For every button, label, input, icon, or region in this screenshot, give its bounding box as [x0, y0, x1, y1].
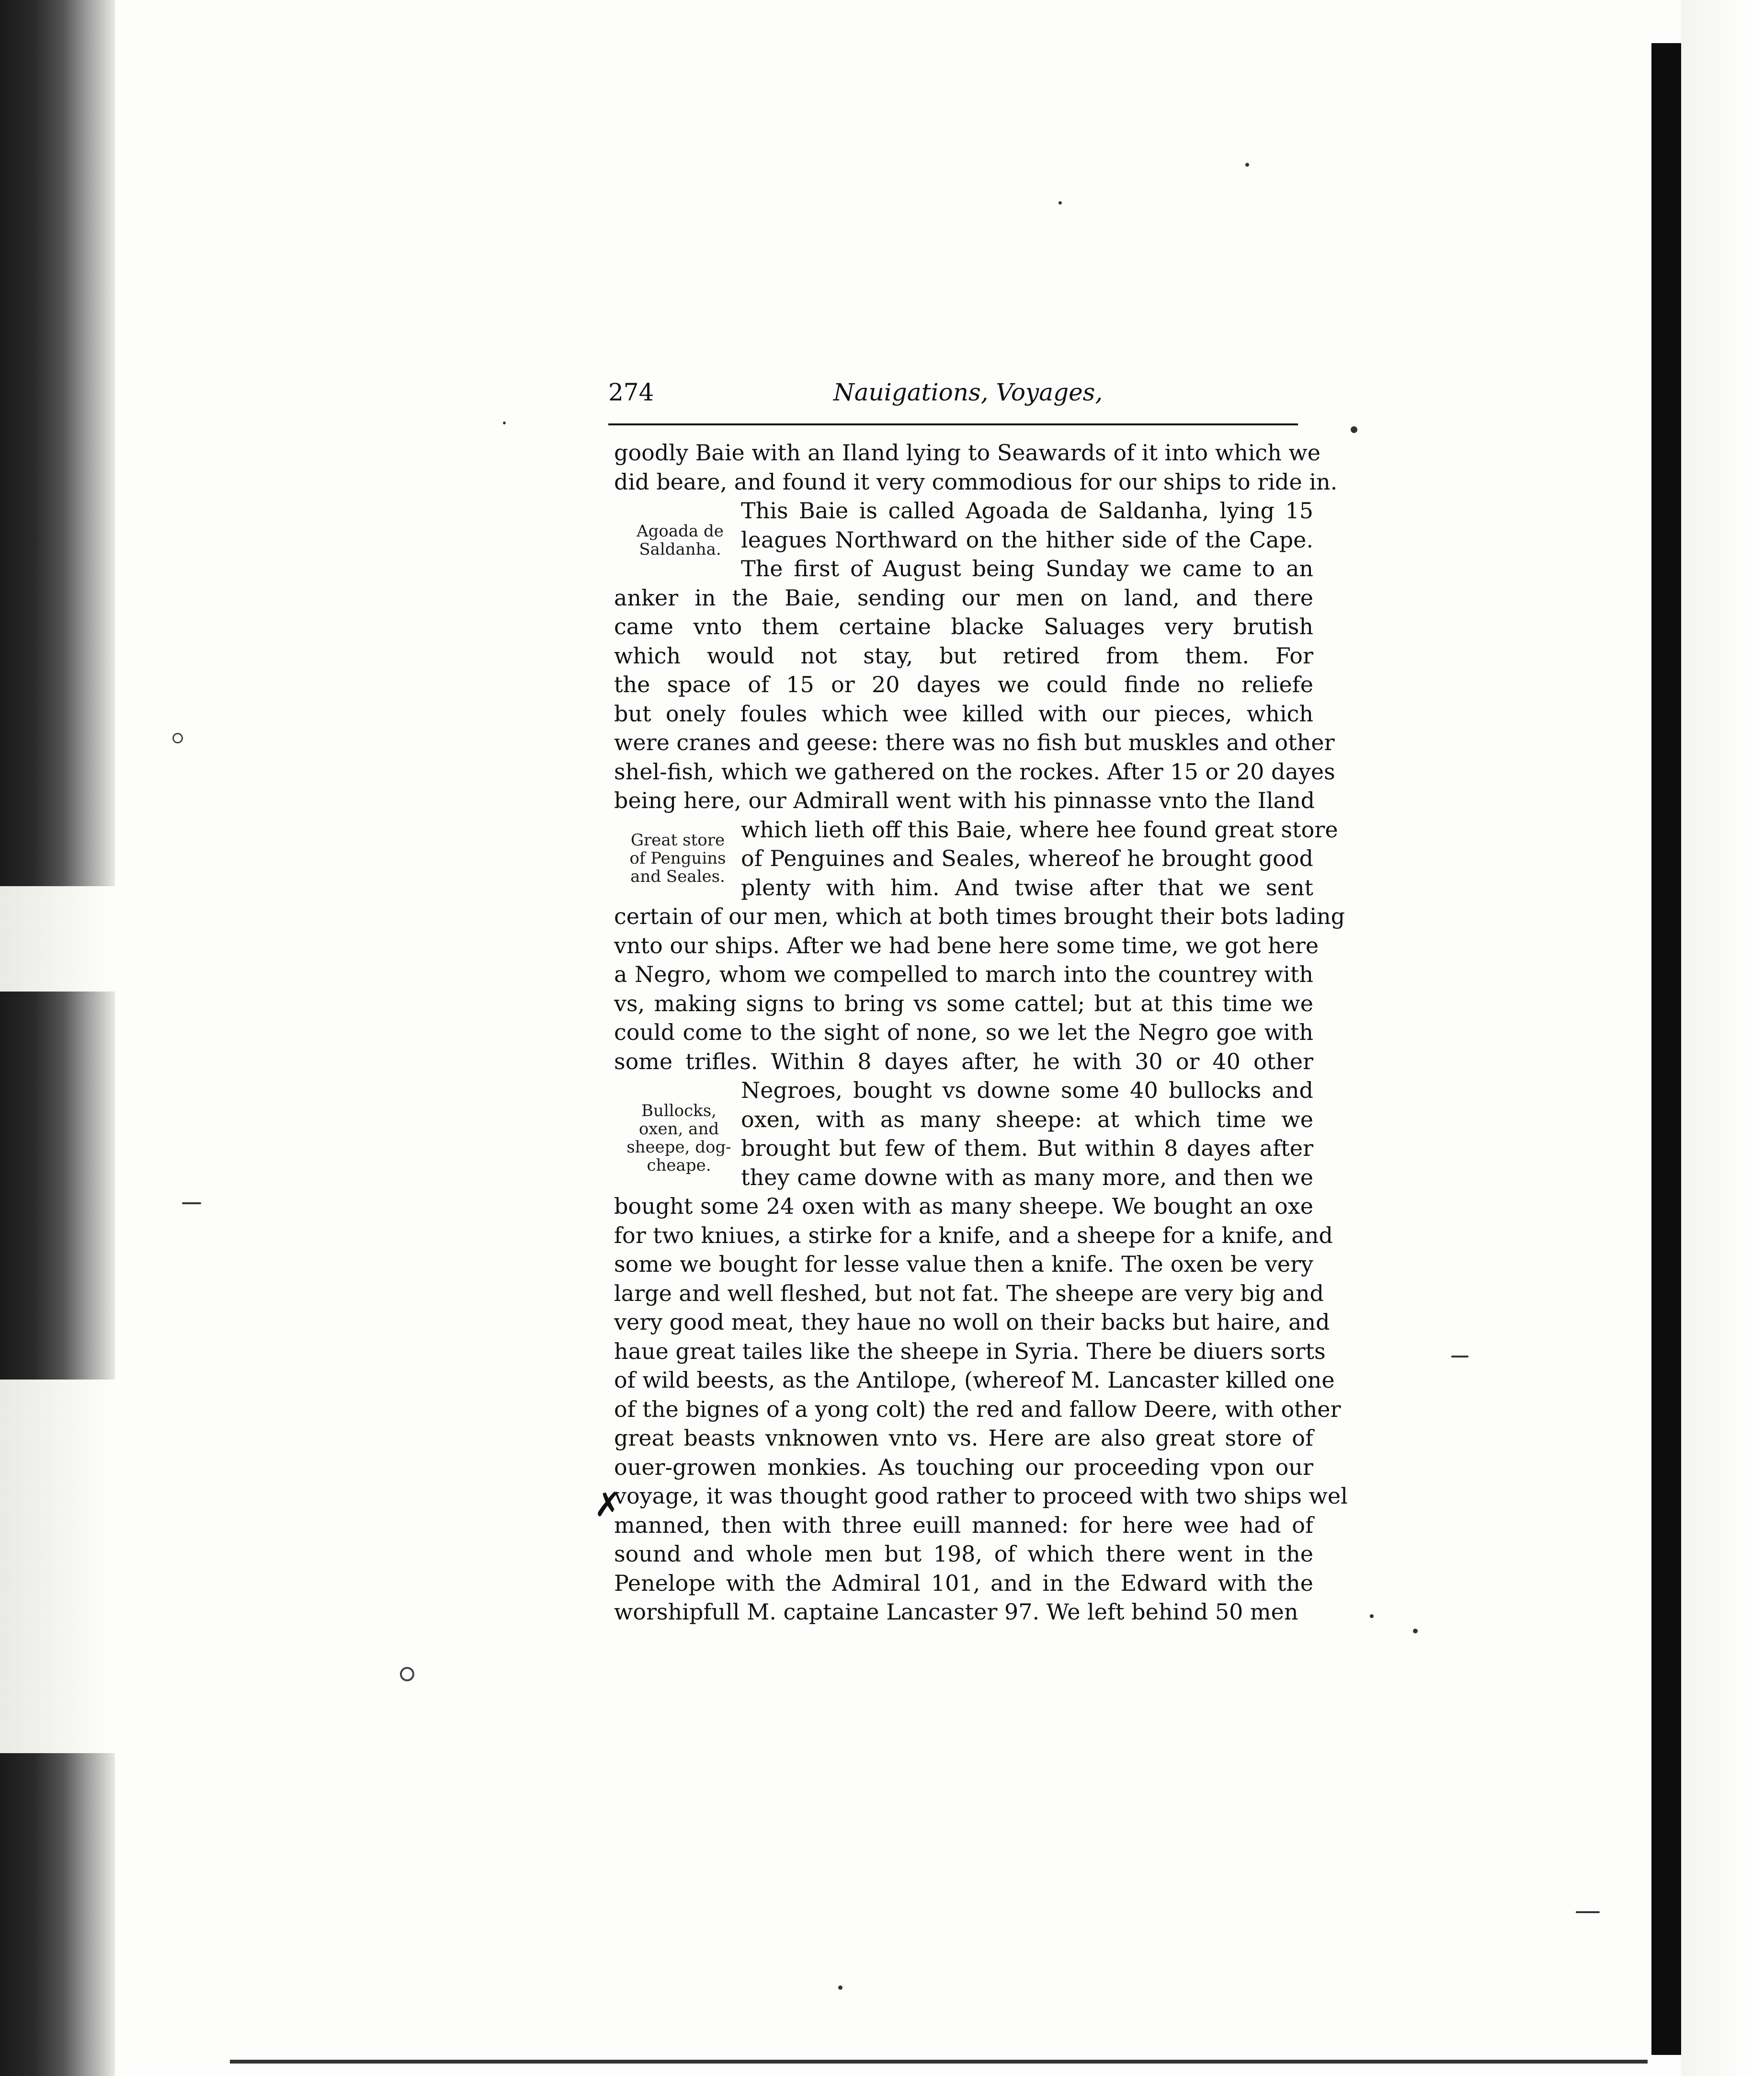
text-line: the space of 15 or 20 dayes we could finde no reliefe [614, 672, 1313, 697]
page-binding-shadow [0, 0, 115, 2076]
page-outer-margin [1681, 0, 1764, 2076]
paper-speck [1576, 1911, 1600, 1913]
text-line: worshipfull M. captaine Lancaster 97. We left behind 50 men [614, 1599, 1298, 1625]
text-line: goodly Baie with an Iland lying to Seawards of it into which we [614, 440, 1321, 466]
page-binding-gap [0, 1380, 115, 1753]
text-line: plenty with him. And twise after that we sent [741, 874, 1313, 901]
text-line: voyage, it was thought good rather to proceed with two ships wel [614, 1483, 1348, 1509]
text-line: came vnto them certaine blacke Saluages very brutish [614, 614, 1313, 639]
text-line: The first of August being Sunday we came to an [741, 556, 1313, 582]
paper-speck [400, 1667, 414, 1681]
text-line: oxen, with as many sheepe: at which time we [741, 1106, 1313, 1132]
handwritten-cross-mark: ✗ [594, 1485, 622, 1524]
text-line: certain of our men, which at both times brought their bots lading [614, 903, 1345, 929]
text-line: Penelope with the Admiral 101, and in the Edward with the [614, 1570, 1313, 1596]
text-line: vnto our ships. After we had bene here some time, we got here [614, 932, 1319, 958]
paper-speck [1413, 1629, 1418, 1633]
page-binding-gap [0, 886, 115, 992]
text-line: brought but few of them. But within 8 dayes after [741, 1135, 1313, 1161]
text-line: could come to the sight of none, so we let the Negro goe with [614, 1019, 1313, 1045]
margin-note-penguins: Great store of Penguins and Seales. [629, 831, 726, 886]
text-line: which lieth off this Baie, where hee found great store [741, 816, 1338, 843]
text-line: of wild beests, as the Antilope, (whereof M. Lancaster killed one [614, 1367, 1335, 1393]
text-line: were cranes and geese: there was no fish but muskles and other [614, 730, 1335, 755]
paper-speck [172, 733, 183, 743]
page-number: 274 [608, 378, 654, 406]
paper-speck [838, 1985, 842, 1990]
text-line: haue great tailes like the sheepe in Syria. There be diuers sorts [614, 1338, 1326, 1364]
text-line: being here, our Admirall went with his pinnasse vnto the Iland [614, 787, 1315, 813]
text-line: This Baie is called Agoada de Saldanha, lying 15 [741, 498, 1313, 524]
paper-speck [1058, 201, 1062, 205]
running-head: Nauigations, Voyages, [833, 378, 1103, 406]
paper-speck [1370, 1614, 1374, 1618]
text-line: Negroes, bought vs downe some 40 bullocks and [741, 1077, 1313, 1103]
text-line: sound and whole men but 198, of which there went in the [614, 1541, 1313, 1567]
text-line: manned, then with three euill manned: for here wee had of [614, 1512, 1313, 1538]
text-line: for two kniues, a stirke for a knife, and a sheepe for a knife, and [614, 1222, 1333, 1248]
text-line: anker in the Baie, sending our men on land, and there [614, 584, 1313, 611]
text-line: very good meat, they haue no woll on their backs but haire, and [614, 1309, 1330, 1335]
text-line: of the bignes of a yong colt) the red and fallow Deere, with other [614, 1396, 1341, 1422]
text-line: large and well fleshed, but not fat. The sheepe are very big and [614, 1280, 1324, 1306]
text-line: shel-fish, which we gathered on the rockes. After 15 or 20 dayes [614, 758, 1335, 785]
header-rule [608, 423, 1298, 425]
bottom-edge-line [230, 2060, 1648, 2064]
paper-speck [182, 1202, 201, 1204]
page-header [608, 378, 1298, 412]
text-line: ouer-growen monkies. As touching our proceeding vpon our [614, 1454, 1313, 1480]
text-line: of Penguines and Seales, whereof he brought good [741, 845, 1313, 871]
text-line: vs, making signs to bring vs some cattel; but at this time we [614, 990, 1313, 1016]
text-line: but onely foules which wee killed with our pieces, which [614, 700, 1313, 727]
body-text [614, 438, 1348, 1627]
margin-note-saldanha: Agoada de Saldanha. [637, 522, 724, 559]
text-line: bought some 24 oxen with as many sheepe. We bought an oxe [614, 1193, 1313, 1219]
page-edge-shadow [1651, 43, 1681, 2055]
margin-note-bullocks: Bullocks, oxen, and sheepe, dog- cheape. [626, 1101, 731, 1175]
text-line: some trifles. Within 8 dayes after, he with 30 or 40 other [614, 1048, 1313, 1074]
text-line: they came downe with as many more, and then we [741, 1164, 1313, 1190]
text-line: great beasts vnknowen vnto vs. Here are also great store of [614, 1425, 1313, 1451]
text-line: some we bought for lesse value then a knife. The oxen be very [614, 1251, 1313, 1277]
paper-speck [1451, 1356, 1468, 1357]
text-line: a Negro, whom we compelled to march into the countrey with [614, 961, 1313, 987]
paper-speck [1351, 426, 1357, 433]
paper-speck [503, 422, 506, 424]
text-line: did beare, and found it very commodious for our ships to ride in. [614, 468, 1338, 495]
paper-speck [1245, 163, 1249, 167]
text-line: leagues Northward on the hither side of the Cape. [741, 526, 1313, 553]
text-line: which would not stay, but retired from them. For [614, 642, 1313, 669]
